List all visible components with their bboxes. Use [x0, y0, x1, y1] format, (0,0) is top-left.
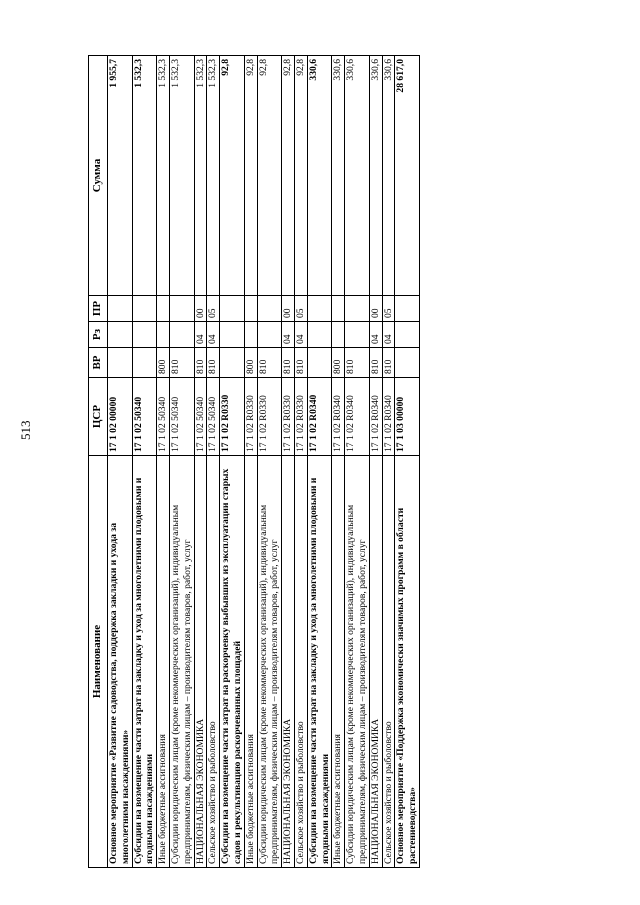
cell-csr: 17 1 02 50340 [194, 378, 207, 456]
cell-csr: 17 1 02 50340 [157, 378, 170, 456]
cell-vr [108, 348, 133, 378]
header-sum: Сумма [89, 56, 108, 296]
cell-pr [132, 296, 157, 322]
cell-csr: 17 1 03 00000 [395, 378, 420, 456]
cell-pr: 05 [382, 296, 395, 322]
cell-sum: 330,6 [332, 56, 345, 296]
cell-sum: 92,8 [244, 56, 257, 296]
cell-pr: 05 [207, 296, 220, 322]
cell-pr [257, 296, 282, 322]
table-row [220, 56, 245, 868]
header-pr: ПР [89, 296, 108, 322]
cell-rz [132, 322, 157, 348]
cell-name: Сельское хозяйство и рыболовство [382, 456, 395, 868]
cell-rz [244, 322, 257, 348]
cell-rz: 04 [382, 322, 395, 348]
cell-sum: 330,6 [345, 56, 370, 296]
table-body [108, 56, 420, 868]
cell-vr: 800 [244, 348, 257, 378]
cell-vr [395, 348, 420, 378]
header-vr: ВР [89, 348, 108, 378]
cell-vr: 810 [194, 348, 207, 378]
header-rz: Рз [89, 322, 108, 348]
cell-name: НАЦИОНАЛЬНАЯ ЭКОНОМИКА [369, 456, 382, 868]
cell-name: Субсидии юридическим лицам (кроме некоммерческих организаций), индивидуальным предпринимателям, физическим лицам – производителям товаров, работ, услуг [257, 456, 282, 868]
cell-csr: 17 1 02 50340 [169, 378, 194, 456]
cell-rz [257, 322, 282, 348]
cell-name: Субсидии на возмещение части затрат на раскорчевку выбывших из эксплуатации старых садов и рекультивацию раскорчеванных площадей [220, 456, 245, 868]
cell-vr: 810 [369, 348, 382, 378]
cell-sum: 92,8 [257, 56, 282, 296]
cell-sum: 92,8 [282, 56, 295, 296]
table-row [332, 56, 345, 868]
cell-rz [345, 322, 370, 348]
cell-rz [220, 322, 245, 348]
cell-name: НАЦИОНАЛЬНАЯ ЭКОНОМИКА [282, 456, 295, 868]
header-csr: ЦСР [89, 378, 108, 456]
cell-pr [332, 296, 345, 322]
cell-vr: 810 [294, 348, 307, 378]
rotated-table-container [88, 56, 420, 868]
cell-name: Субсидии на возмещение части затрат на закладку и уход за многолетними плодовыми и ягодными насаждениями [307, 456, 332, 868]
table-row [257, 56, 282, 868]
cell-pr [244, 296, 257, 322]
cell-rz: 04 [207, 322, 220, 348]
cell-sum: 1 532,3 [207, 56, 220, 296]
cell-name: Иные бюджетные ассигнования [157, 456, 170, 868]
cell-csr: 17 1 02 R0340 [369, 378, 382, 456]
cell-sum: 330,6 [307, 56, 332, 296]
cell-vr: 810 [169, 348, 194, 378]
cell-vr: 810 [282, 348, 295, 378]
cell-rz [307, 322, 332, 348]
cell-csr: 17 1 02 R0330 [294, 378, 307, 456]
cell-pr [345, 296, 370, 322]
cell-csr: 17 1 02 R0340 [332, 378, 345, 456]
cell-rz: 04 [282, 322, 295, 348]
cell-name: Иные бюджетные ассигнования [332, 456, 345, 868]
cell-sum: 1 532,3 [194, 56, 207, 296]
cell-csr: 17 1 02 R0340 [345, 378, 370, 456]
cell-rz: 04 [369, 322, 382, 348]
cell-name: Основное мероприятие «Развитие садоводства, поддержка закладки и ухода за многолетними насаждениями» [108, 456, 133, 868]
cell-csr: 17 1 02 R0340 [307, 378, 332, 456]
cell-rz: 04 [294, 322, 307, 348]
cell-rz [157, 322, 170, 348]
cell-csr: 17 1 02 R0330 [257, 378, 282, 456]
cell-sum: 330,6 [369, 56, 382, 296]
cell-name: Сельское хозяйство и рыболовство [294, 456, 307, 868]
cell-name: Сельское хозяйство и рыболовство [207, 456, 220, 868]
table-row [382, 56, 395, 868]
cell-name: НАЦИОНАЛЬНАЯ ЭКОНОМИКА [194, 456, 207, 868]
table-row [395, 56, 420, 868]
cell-rz: 04 [194, 322, 207, 348]
cell-pr [108, 296, 133, 322]
table-row [294, 56, 307, 868]
table-row [194, 56, 207, 868]
cell-sum: 92,8 [220, 56, 245, 296]
cell-name: Субсидии юридическим лицам (кроме некоммерческих организаций), индивидуальным предпринимателям, физическим лицам – производителям товаров, работ, услуг [345, 456, 370, 868]
cell-sum: 28 617,0 [395, 56, 420, 296]
cell-sum: 92,8 [294, 56, 307, 296]
cell-pr: 00 [282, 296, 295, 322]
cell-name: Субсидии на возмещение части затрат на закладку и уход за многолетними плодовыми и ягодными насаждениями [132, 456, 157, 868]
cell-csr: 17 1 02 50340 [132, 378, 157, 456]
table-row [345, 56, 370, 868]
budget-table [88, 55, 420, 868]
table-row [307, 56, 332, 868]
table-row [207, 56, 220, 868]
cell-rz [108, 322, 133, 348]
cell-pr: 00 [369, 296, 382, 322]
cell-pr: 00 [194, 296, 207, 322]
cell-sum: 1 532,3 [169, 56, 194, 296]
cell-vr: 810 [382, 348, 395, 378]
cell-sum: 330,6 [382, 56, 395, 296]
cell-vr [132, 348, 157, 378]
cell-pr [169, 296, 194, 322]
table-row [244, 56, 257, 868]
cell-sum: 1 532,3 [157, 56, 170, 296]
cell-vr: 810 [207, 348, 220, 378]
table-row [169, 56, 194, 868]
cell-rz [395, 322, 420, 348]
cell-pr [307, 296, 332, 322]
cell-rz [332, 322, 345, 348]
cell-name: Основное мероприятие «Поддержка экономически значимых программ в области растениеводства» [395, 456, 420, 868]
table-header-row [89, 56, 108, 868]
cell-vr: 800 [157, 348, 170, 378]
cell-pr [220, 296, 245, 322]
cell-csr: 17 1 02 R0330 [244, 378, 257, 456]
page-number: 513 [18, 420, 33, 440]
cell-name: Субсидии юридическим лицам (кроме некоммерческих организаций), индивидуальным предпринимателям, физическим лицам – производителям товаров, работ, услуг [169, 456, 194, 868]
cell-csr: 17 1 02 R0330 [282, 378, 295, 456]
cell-csr: 17 1 02 R0330 [220, 378, 245, 456]
cell-vr: 800 [332, 348, 345, 378]
cell-sum: 1 532,3 [132, 56, 157, 296]
cell-csr: 17 1 02 50340 [207, 378, 220, 456]
table-row [108, 56, 133, 868]
cell-pr [395, 296, 420, 322]
header-name: Наименование [89, 456, 108, 868]
cell-vr [307, 348, 332, 378]
cell-csr: 17 1 02 R0340 [382, 378, 395, 456]
cell-vr [220, 348, 245, 378]
cell-pr [157, 296, 170, 322]
cell-vr: 810 [345, 348, 370, 378]
table-row [132, 56, 157, 868]
table-row [157, 56, 170, 868]
cell-name: Иные бюджетные ассигнования [244, 456, 257, 868]
cell-rz [169, 322, 194, 348]
cell-vr: 810 [257, 348, 282, 378]
table-row [369, 56, 382, 868]
cell-pr: 05 [294, 296, 307, 322]
cell-sum: 1 955,7 [108, 56, 133, 296]
cell-csr: 17 1 02 00000 [108, 378, 133, 456]
table-row [282, 56, 295, 868]
